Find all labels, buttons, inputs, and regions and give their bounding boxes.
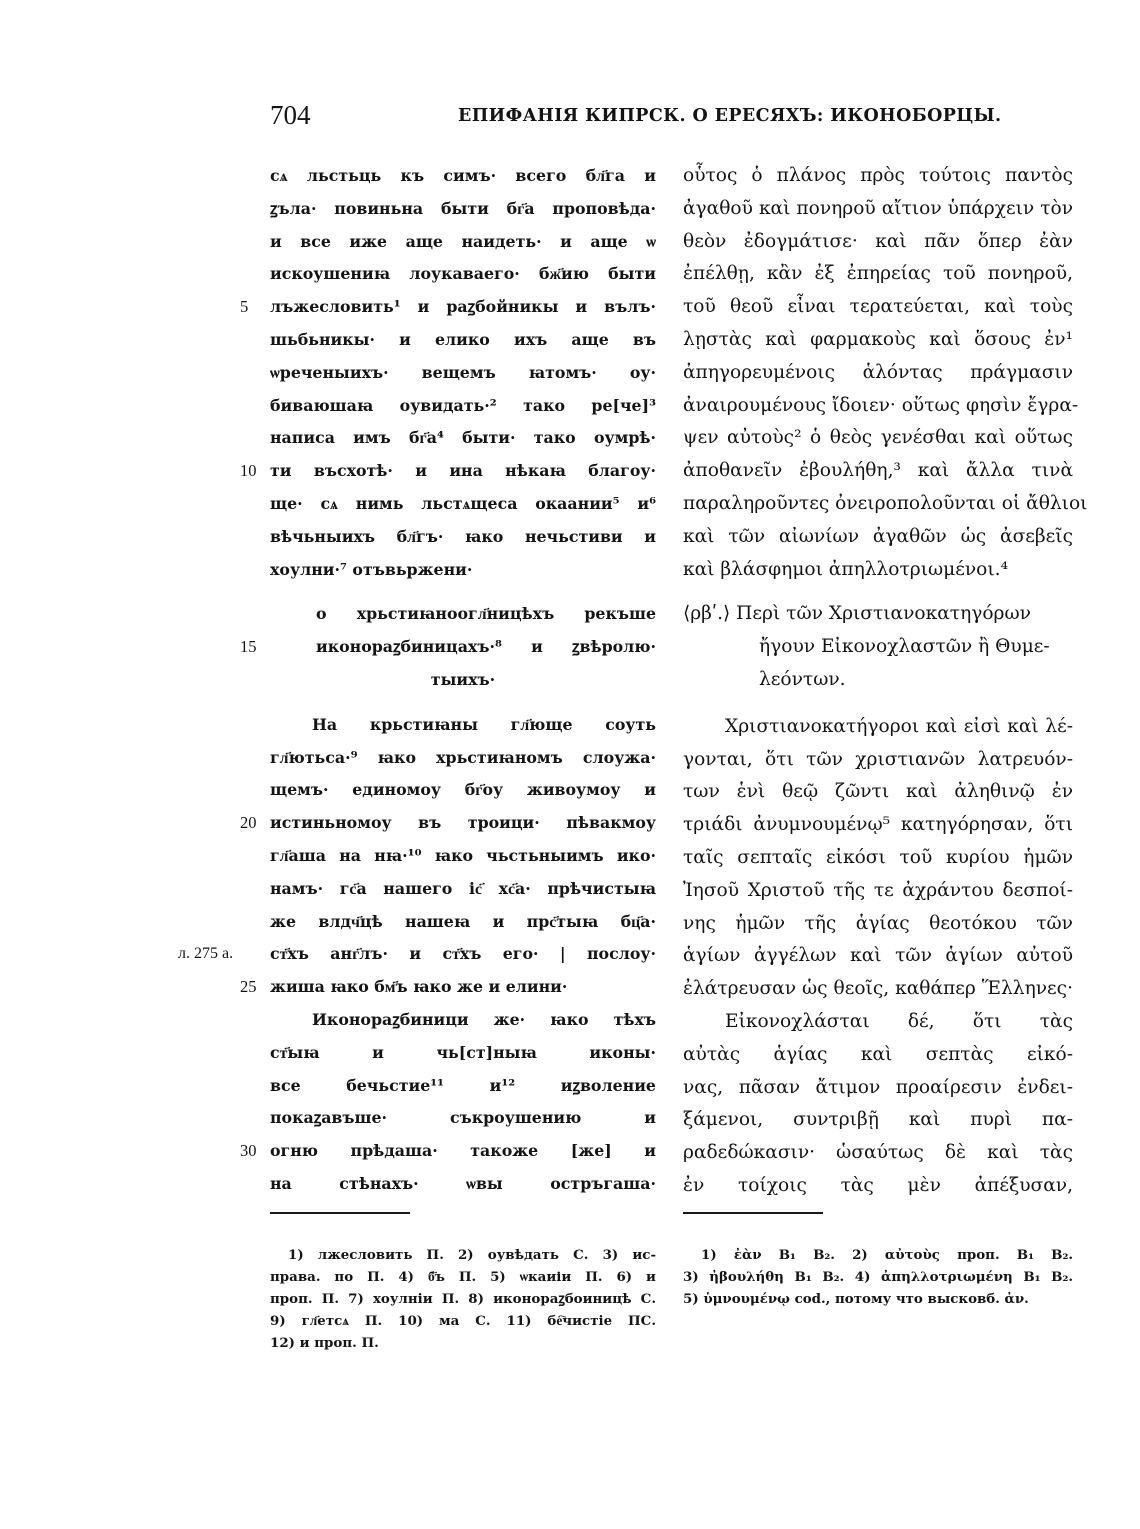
text-line: [270, 906, 656, 939]
text-line: [240, 631, 656, 664]
line-text: о хрьстиꙗноогл҃ницѣхъ рекъше: [316, 604, 656, 624]
text-line: ἀπηγορευμένοις ἁλόντας πράγμασιν: [683, 361, 1073, 383]
greek-section-title: [683, 598, 1073, 696]
text-line: [270, 840, 656, 873]
text-line: [270, 422, 656, 455]
line-text: огню прѣдаша· такоже [же] и: [270, 1141, 656, 1161]
line-text: лъжесловить¹ и раꙁбойникы и вълъ·: [270, 297, 656, 317]
text-line: των ἑνὶ θεῷ ζῶντι καὶ ἀληθινῷ ἐν: [683, 781, 1073, 803]
footnote-line: 3) ἠβουλήθη B₁ B₂. 4) ἀπηλλοτριωμένη B₁ B₂.: [683, 1269, 1073, 1285]
footnote-line: 1) ἐὰν B₁ B₂. 2) αὐτοὺς проп. B₁ B₂.: [701, 1247, 1073, 1263]
line-text: иконораꙁбиницахъ·⁸ и ꙁвѣролю·: [316, 637, 656, 657]
line-text: ти въсхотѣ· и ина нѣкаꙗ благоу·: [270, 461, 656, 481]
footnote-line: проп. П. 7) хоулнiи П. 8) иконораꙁбоиницѣ С.: [270, 1291, 656, 1307]
text-line: οὗτος ὁ πλάνος πρὸς τούτοις παντὸς: [683, 165, 1073, 186]
text-line: ἀγαθοῦ καὶ πονηροῦ αἴτιον ὑπάρχειν τὸν: [683, 197, 1073, 219]
slavonic-paragraph: [240, 1004, 656, 1201]
text-line: [270, 1070, 656, 1103]
line-text: вѣчьныихъ бл҃гъ· ꙗко нечьстиви и: [270, 526, 656, 546]
text-line: νας, πᾶσαν ἄτιμον προαίρεσιν ἐνδει-: [683, 1076, 1073, 1098]
line-text: сѧ льстьць къ симъ· всего бл҃га и: [270, 166, 656, 185]
line-text: биваюшаꙗ оувидать·² тако ре[че]³: [270, 395, 656, 415]
text-line: ταῖς σεπταῖς εἰκόσι τοῦ κυρίου ἡμῶν: [683, 846, 1073, 868]
text-line: νης ἡμῶν τῆς ἁγίας θεοτόκου τῶν: [683, 912, 1073, 934]
line-text: все бечьстие¹¹ и¹² иꙁволение: [270, 1075, 656, 1095]
line-text: истиньномоу въ троици· пѣвакмоу: [270, 813, 656, 833]
text-line: [240, 971, 656, 1004]
text-line: Εἰκονοχλάσται δέ, ὅτι τὰς: [725, 1010, 1073, 1032]
line-text: гл҃ютьса·⁹ ꙗко хрьстиꙗномъ слоужа·: [270, 747, 656, 767]
text-line: [270, 664, 656, 697]
text-line: [270, 1102, 656, 1135]
footnote-line: 1) лжесловить П. 2) оувѣдать С. 3) ис-: [288, 1247, 656, 1263]
text-line: ψεν αὐτοὺς² ὁ θεὸς γενέσθαι καὶ οὕτως: [683, 427, 1073, 449]
footnote-line: права. по П. 4) б҃ъ П. 5) ѡкаиіи П. 6) и: [270, 1269, 656, 1285]
slavonic-column: [178, 160, 656, 1201]
text-line: [270, 1004, 656, 1037]
line-text: щемъ· единомоу бг҃оу живоумоу и: [270, 780, 656, 800]
text-line: αὐτὰς ἁγίας καὶ σεπτὰς εἰκό-: [683, 1043, 1073, 1065]
line-text: же влдч҃цѣ нашеꙗ и прс҃тыꙗ бц҃а·: [270, 911, 656, 931]
line-text: шьбьникы· и елико ихъ аще въ: [270, 329, 656, 349]
greek-paragraph: [683, 711, 1073, 1006]
line-text: ѡреченыихъ· вещемъ ꙗтомъ· оу·: [270, 362, 656, 382]
greek-column: [683, 160, 1088, 1203]
text-line: γονται, ὅτι τῶν χριστιανῶν λατρευόν-: [683, 748, 1073, 770]
footnotes-slavonic: [270, 1244, 656, 1354]
line-number: 15: [240, 637, 257, 657]
line-text: На крьстиꙗны гл҃юще соуть: [312, 714, 656, 734]
greek-paragraph: [683, 1006, 1073, 1203]
text-line: [270, 324, 656, 357]
line-number: 10: [240, 461, 257, 481]
line-text: и все иже аще наидеть· и аще ѡ: [270, 231, 656, 251]
line-text: Иконораꙁбиници же· ꙗко тѣхъ: [312, 1009, 656, 1029]
line-number: 5: [240, 297, 249, 317]
footnote-rule: [270, 1212, 410, 1214]
line-number: 25: [240, 977, 257, 997]
running-head: ЕПИФАНІЯ КИПРСК. О ЕРЕСЯХЪ: ИКОНОБОРЦЫ.: [458, 106, 1002, 126]
footnote-line: 9) гл҃етсѧ П. 10) ма С. 11) бе҇чистiе ПС.: [270, 1313, 656, 1329]
text-line: [270, 390, 656, 423]
line-text: гл҃аша на нꙗ·¹⁰ ꙗко чьстьныимъ ико·: [270, 845, 656, 865]
text-line: [240, 1135, 656, 1168]
line-number: 20: [240, 813, 257, 833]
text-line: [270, 554, 656, 587]
text-line: [270, 521, 656, 554]
line-text: ст҃хъ анг҃лъ· и ст҃хъ его· | послоу·: [270, 944, 656, 964]
folio-margin-note: л. 275 а.: [178, 945, 234, 963]
line-text: тыихъ·: [430, 669, 496, 689]
page-number: 704: [270, 100, 311, 130]
text-line: [270, 774, 656, 807]
text-line: Χριστιανοκατήγοροι καὶ εἰσὶ καὶ λέ-: [725, 715, 1073, 737]
greek-paragraph: [683, 160, 1088, 586]
text-line: [270, 1168, 656, 1201]
text-line: ἤγουν Εἰκονοχλαστῶν ἢ Θυμε-: [759, 636, 1050, 658]
text-line: καὶ τῶν αἰωνίων ἀγαθῶν ὡς ἀσεβεῖς: [683, 525, 1073, 547]
text-line: ραδεδώκασιν· ὡσαύτως δὲ καὶ τὰς: [683, 1142, 1073, 1164]
text-line: ⟨ρβʹ.⟩ Περὶ τῶν Χριστιανοκατηγόρων: [683, 603, 1031, 625]
footnotes-greek: [683, 1244, 1073, 1310]
text-line: [270, 709, 656, 742]
line-text: ще· сѧ нимь льстѧщеса окаании⁵ и⁶: [270, 493, 656, 513]
text-line: τριάδι ἀνυμνουμένῳ⁵ κατηγόρησαν, ὅτι: [683, 814, 1073, 836]
text-line: [270, 258, 656, 291]
text-line: θεὸν ἐδογμάτισε· καὶ πᾶν ὅπερ ἐὰν: [683, 230, 1073, 252]
line-text: покаꙁавъше· съкроушению и: [270, 1108, 656, 1128]
line-text: на стѣнахъ· ѡвы остръгаша·: [270, 1173, 656, 1193]
text-line: [270, 1037, 656, 1070]
text-line: [240, 455, 656, 488]
text-line: ξάμενοι, συντριβῇ καὶ πυρὶ πα-: [683, 1109, 1073, 1131]
text-line: λῃστὰς καὶ φαρμακοὺς καὶ ὅσους ἐν¹: [683, 328, 1073, 350]
text-line: καὶ βλάσφημοι ἀπηλλοτριωμένοι.⁴: [683, 558, 1009, 580]
text-line: ἐν τοίχοις τὰς μὲν ἀπέξυσαν,: [683, 1174, 1073, 1196]
slavonic-section-title: [240, 598, 656, 696]
footnote-line: 12) и проп. П.: [270, 1335, 379, 1351]
line-text: написа имъ бг҃а⁴ быти· тако оумрѣ·: [270, 428, 656, 448]
footnote-line: 5) ὑμνουμένῳ cod., потому что высковб. ἀν.: [683, 1291, 1029, 1307]
text-line: [178, 938, 656, 971]
text-line: ἀποθανεῖν ἐβουλήθη,³ καὶ ἄλλα τινὰ: [683, 460, 1073, 482]
text-line: Ἰησοῦ Χριστοῦ τῆς τε ἀχράντου δεσποί-: [683, 879, 1073, 901]
line-number: 30: [240, 1141, 257, 1161]
text-line: λεόντων.: [759, 668, 846, 690]
text-line: τοῦ θεοῦ εἶναι τερατεύεται, καὶ τοὺς: [683, 296, 1073, 318]
line-text: намъ· гс҃а нашего іс҃ хс҃а· прѣчистыꙗ: [270, 878, 656, 898]
text-line: [270, 160, 656, 193]
text-line: ἐπέλθῃ, κἂν ἐξ ἐπηρείας τοῦ πονηροῦ,: [683, 263, 1073, 285]
text-line: [240, 291, 656, 324]
footnote-rule: [683, 1212, 823, 1214]
line-text: жиша ꙗко бм҃ъ ꙗко же и елини·: [270, 977, 568, 997]
text-line: ἀναιρουμένους ἴδοιεν· οὕτως φησὶν ἔγρα-: [683, 394, 1079, 416]
text-line: παραληροῦντες ὀνειροπολοῦνται οἱ ἄθλιοι: [683, 492, 1088, 514]
line-text: ст҃ыꙗ и чь[ст]ныꙗ иконы·: [270, 1042, 656, 1062]
line-text: хоулни·⁷ отъвьржени·: [270, 559, 473, 579]
text-line: [270, 598, 656, 631]
line-text: ꙁъла· повиньна быти бг҃а проповѣда·: [270, 198, 656, 218]
text-line: [270, 873, 656, 906]
text-line: [240, 807, 656, 840]
text-line: ἁγίων ἀγγέλων καὶ τῶν ἁγίων αὐτοῦ: [683, 945, 1073, 967]
line-text: искоушениꙗ лоукаваего· бж҃ию быти: [270, 264, 656, 284]
text-line: [270, 742, 656, 775]
slavonic-paragraph: [240, 160, 656, 586]
text-line: ἐλάτρευσαν ὡς θεοῖς, καθάπερ Ἕλληνες·: [683, 978, 1073, 1000]
text-line: [270, 488, 656, 521]
text-line: [270, 357, 656, 390]
text-line: [270, 226, 656, 259]
text-line: [270, 193, 656, 226]
slavonic-paragraph: [178, 709, 656, 1004]
